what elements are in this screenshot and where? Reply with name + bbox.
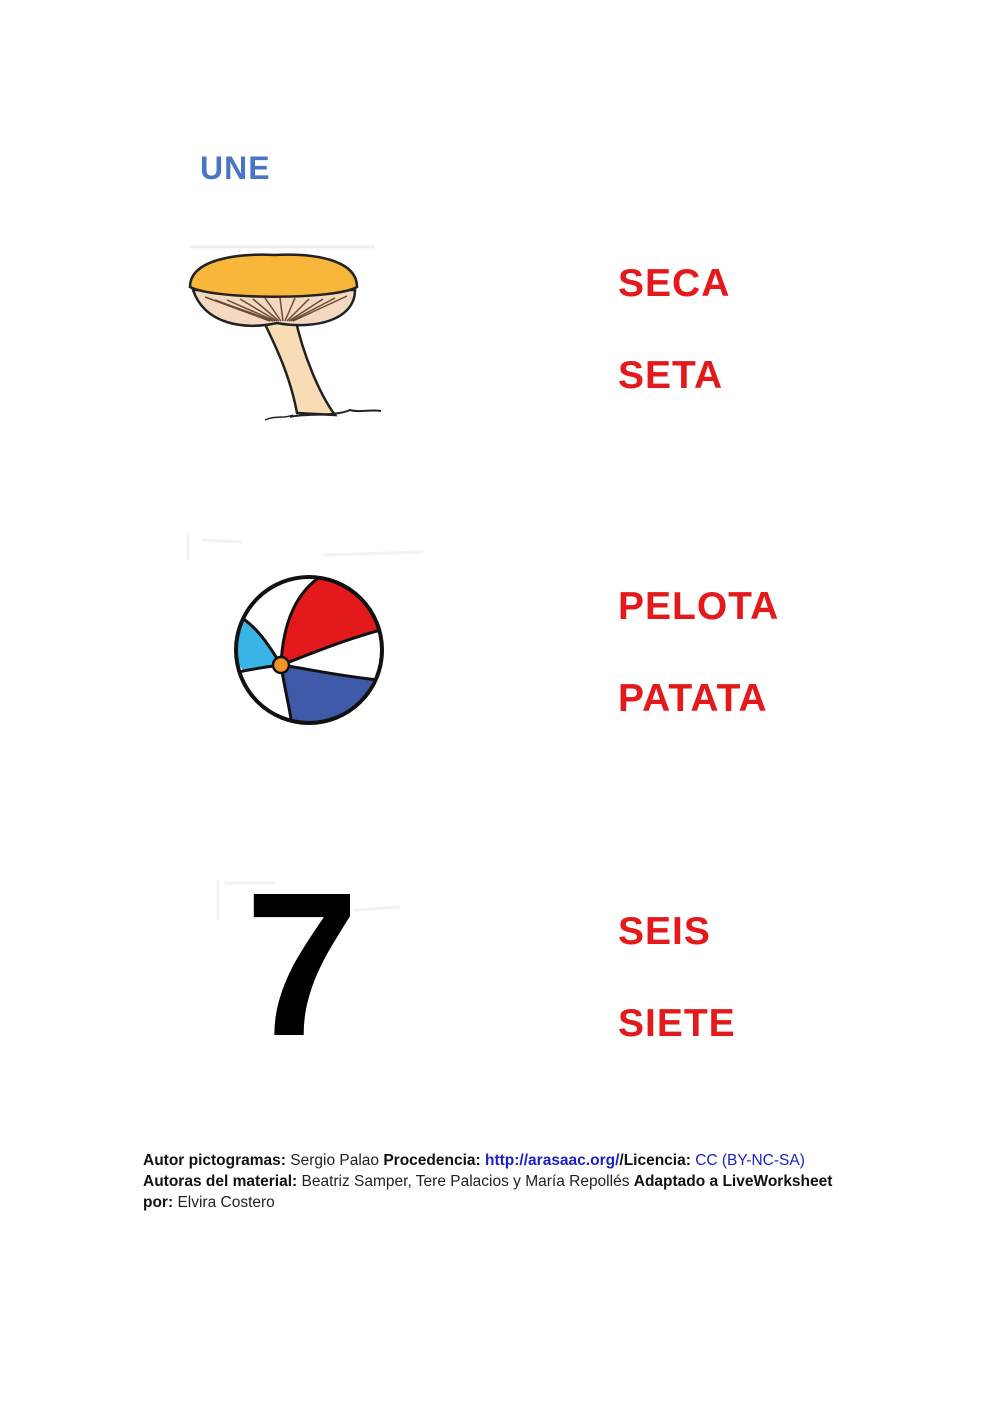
mushroom-icon [185,245,390,430]
option-seta[interactable]: SETA [618,354,724,397]
adapted-by: Elvira Costero [173,1194,275,1211]
author-name: Sergio Palao [285,1152,384,1169]
license-label: /Licencia: [619,1152,691,1169]
option-pelota[interactable]: PELOTA [618,585,780,628]
number-seven: 7 [245,850,360,1079]
instruction-heading: UNE [200,150,271,186]
source-link[interactable]: http://arasaac.org/ [480,1152,620,1169]
option-seca[interactable]: SECA [618,262,731,305]
option-patata[interactable]: PATATA [618,677,768,720]
license-link[interactable]: CC (BY-NC-SA) [690,1152,805,1169]
beach-ball-icon [183,530,433,730]
source-label: Procedencia: [383,1152,481,1169]
option-siete[interactable]: SIETE [618,1002,736,1045]
author-label: Autor pictogramas: [143,1152,286,1169]
materials-label: Autoras del material: [143,1173,298,1190]
materials-authors: Beatriz Samper, Tere Palacios y María Repollés [297,1173,634,1190]
credits [143,1150,843,1213]
adapted-label: Adaptado a LiveWorksheet por: [143,1173,833,1211]
option-seis[interactable]: SEIS [618,910,711,953]
